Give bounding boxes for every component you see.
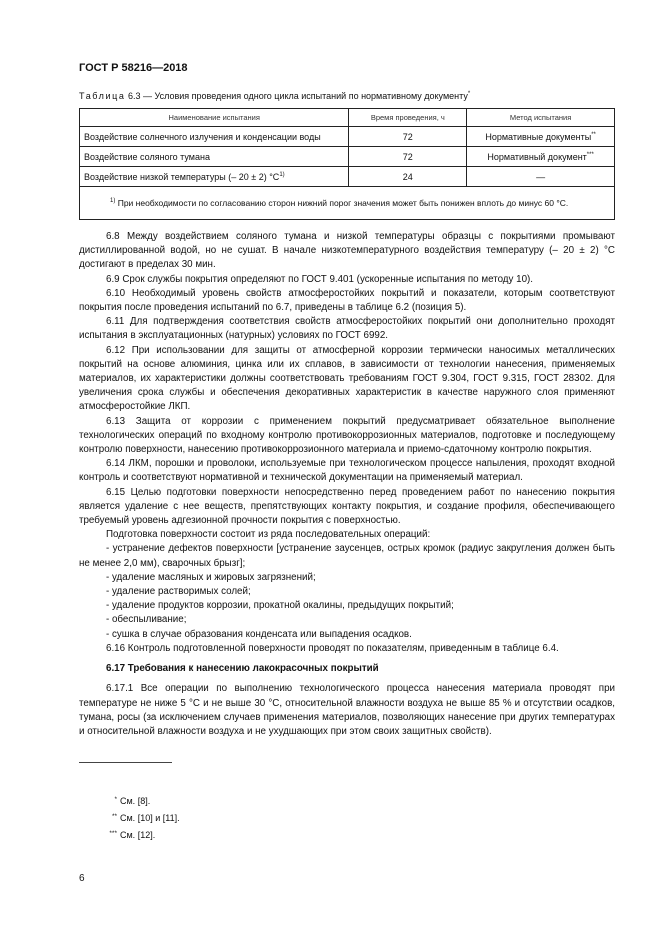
method-text: Нормативные документы: [485, 131, 592, 142]
test-name-cell: Воздействие соляного тумана: [80, 147, 349, 167]
table-note: [80, 187, 615, 220]
footnote: [100, 796, 150, 806]
footnote-separator: [79, 762, 172, 763]
section-title-6-17: 6.17 Требования к нанесению лакокрасочных покрытий: [106, 663, 379, 675]
caption-label: Таблица: [79, 91, 126, 101]
table-6-3: [79, 108, 615, 220]
footnote: [100, 830, 155, 840]
paragraph-6-16: 6.16 Контроль подготовленной поверхности проводят по показателям, приведенным в таблице 6.4.: [106, 642, 559, 654]
paragraph-preparation-intro: Подготовка поверхности состоит из ряда последовательных операций:: [106, 529, 431, 541]
header-duration: Время проведения, ч: [349, 109, 467, 127]
page-number: 6: [79, 873, 85, 884]
header-test-name: Наименование испытания: [80, 109, 349, 127]
paragraph-6-15: 6.15 Целью подготовки поверхности непосредственно перед проведением работ по нанесению покрытия является удаление с нее веществ, препятствующих контакту покрытия, и создание профиля, обеспечивающего требуемый уровень адгезионной прочности покрытия с поверхностью.: [79, 486, 615, 527]
caption-footnote-mark: *: [467, 91, 471, 97]
list-item: - удаление растворимых солей;: [106, 586, 251, 598]
table-row: [80, 127, 615, 147]
footnote-mark: ***: [586, 151, 594, 158]
header-method: Метод испытания: [467, 109, 615, 127]
standard-header: ГОСТ Р 58216—2018: [79, 62, 188, 74]
test-name-cell: Воздействие солнечного излучения и конденсации воды: [80, 127, 349, 147]
table-caption: [79, 91, 619, 101]
list-item: - удаление продуктов коррозии, прокатной окалины, предыдущих покрытий;: [106, 600, 454, 612]
footnote-text: См. [12].: [120, 830, 156, 840]
list-item: - сушка в случае образования конденсата или выпадения осадков.: [106, 628, 412, 640]
footnote: [100, 813, 180, 823]
paragraph-6-12: 6.12 При использовании для защиты от атмосферной коррозии термически наносимых металлических покрытий на основе алюминия, цинка или их сплавов, в зависимости от технологии нанесения, применяемых материалов, их характеристики должны соответствовать требованиям ГОСТ 9.304, ГОСТ 9.315, ГОСТ 28302. Для увеличения срока службы и обеспечения декоративных характеристик в качестве наружного слоя применяют атмосферостойкие ЛКП.: [79, 344, 615, 413]
paragraph-6-11: 6.11 Для подтверждения соответствия свойств атмосферостойких покрытий они дополнительно проходят испытания в эксплуатационных (натурных) условиях по ГОСТ 6992.: [79, 316, 615, 342]
table-note-row: [80, 187, 615, 220]
paragraph-6-17-1: 6.17.1 Все операции по выполнению технологического процесса нанесения материала проводят при температуре не ниже 5 °С и не выше 30 °С, относительной влажности воздуха не выше 85 % и отсутствии осадков, тумана, росы (за исключением случаев применения материалов, позволяющих нанесение при других температурах и относительной влажности воздуха и не ухудшающих при этом своих защитных свойств).: [79, 683, 615, 737]
footnote-mark: ***: [109, 830, 117, 837]
footnote-text: См. [8].: [120, 796, 151, 806]
footnote-mark: **: [591, 131, 596, 138]
list-item: - удаление масляных и жировых загрязнений;: [106, 571, 316, 583]
test-name-cell: [80, 167, 349, 187]
method-cell: [467, 127, 615, 147]
list-item: - устранение дефектов поверхности [устранение заусенцев, острых кромок (радиус закругления должен быть не менее 2,0 мм), сварочных брызг];: [79, 543, 615, 569]
table-row: [80, 167, 615, 187]
note-mark: 1): [110, 197, 116, 204]
duration-cell: 24: [349, 167, 467, 187]
paragraph-6-9: 6.9 Срок службы покрытия определяют по ГОСТ 9.401 (ускоренные испытания по методу 10).: [106, 273, 534, 285]
paragraph-6-13: 6.13 Защита от коррозии с применением покрытий предусматривает обязательное выполнение технологических операций по входному контролю противокоррозионных материалов, подготовке и последующему контролю поверхности, нанесению противокоррозионного материала и приемо-сдаточному контролю покрытия.: [79, 415, 615, 456]
duration-cell: 72: [349, 127, 467, 147]
caption-text: 6.3 — Условия проведения одного цикла испытаний по нормативному документу: [125, 91, 468, 101]
footnote-mark: **: [111, 813, 117, 820]
table-header-row: [80, 109, 615, 127]
test-name-text: Воздействие низкой температуры (– 20 ± 2) °С: [84, 171, 280, 182]
method-cell: [467, 147, 615, 167]
paragraph-6-10: 6.10 Необходимый уровень свойств атмосферостойких покрытий и показатели, которым соответствуют покрытия после проведения испытаний по 6.7, приведены в таблице 6.2 (позиция 5).: [79, 287, 615, 314]
duration-cell: 72: [349, 147, 467, 167]
paragraph-6-14: 6.14 ЛКМ, порошки и проволоки, используемые при технологическом процессе напыления, проходят входной контроль и соответствуют нормативной и технической документации на применяемый материал.: [79, 458, 615, 484]
footnote-mark: *: [114, 796, 117, 803]
method-text: Нормативный документ: [487, 151, 587, 162]
footnote-text: См. [10] и [11].: [120, 813, 180, 823]
document-body: [79, 230, 615, 739]
method-cell: —: [467, 167, 615, 187]
list-item: - обеспыливание;: [106, 614, 187, 626]
note-mark: 1): [279, 171, 285, 178]
table-row: [80, 147, 615, 167]
paragraph-6-8: 6.8 Между воздействием соляного тумана и низкой температуры образцы с покрытиями промывают дистиллированной водой, но не сушат. В начале низкотемпературного воздействия температуру (– 20 ± 2) °С достигают в пределах 30 мин.: [79, 231, 615, 271]
note-text: При необходимости по согласованию сторон нижний порог значения может быть понижен вплоть до минус 60 °С.: [115, 197, 569, 208]
